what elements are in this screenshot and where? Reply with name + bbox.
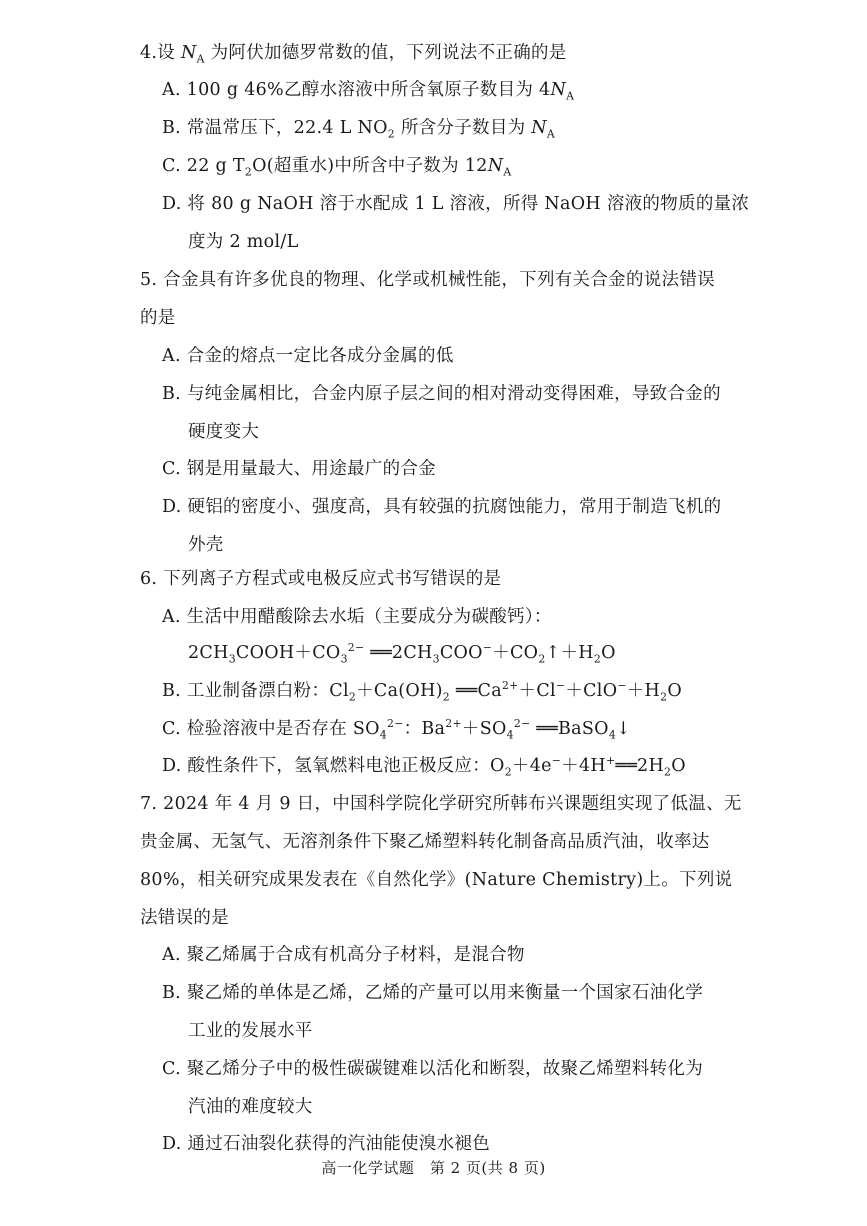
text-line: B. 聚乙烯的单体是乙烯，乙烯的产量可以用来衡量一个国家石油化学 bbox=[162, 983, 704, 1003]
text-line: 80%，相关研究成果发表在《自然化学》(Nature Chemistry)上。下列说 bbox=[140, 870, 733, 890]
text-line: 外壳 bbox=[188, 535, 224, 555]
text-line: $2CH_3COOH+CO_3^{2-}$ $══2CH_3COO^-+CO_2↑+H_2O$ bbox=[188, 641, 616, 666]
text-line: A. 合金的熔点一定比各成分金属的低 bbox=[162, 346, 454, 366]
text-line: 汽油的难度较大 bbox=[188, 1097, 313, 1117]
text-line: C. 聚乙烯分子中的极性碳碳键难以活化和断裂，故聚乙烯塑料转化为 bbox=[162, 1059, 703, 1079]
text-line: 法错误的是 bbox=[140, 908, 229, 928]
text-line: D. 硬铝的密度小、强度高，具有较强的抗腐蚀能力，常用于制造飞机的 bbox=[162, 497, 722, 517]
text-line: D. 通过石油裂化获得的汽油能使溴水褪色 bbox=[162, 1134, 491, 1154]
text-line: 4.设 $N_A$ 为阿伏加德罗常数的值，下列说法不正确的是 bbox=[140, 43, 567, 66]
text-line: D. 酸性条件下，氢氧燃料电池正极反应：$O_2+4e^-+4H^+══2H_2O$ bbox=[162, 754, 686, 779]
text-line: 的是 bbox=[140, 308, 176, 328]
text-line: D. 将 80 g NaOH 溶于水配成 1 L 溶液，所得 NaOH 溶液的物质的量浓 bbox=[162, 194, 750, 214]
text-line: B. 常温常压下，22.4 L $NO_2$ 所含分子数目为 $N_A$ bbox=[162, 118, 556, 141]
text-line: C. 检验溶液中是否存在 $SO_4^{2-}$：$Ba^{2+}+SO_4^{2-}$ ══BaSO$_4$↓ bbox=[162, 717, 631, 742]
text-line: 5. 合金具有许多优良的物理、化学或机械性能，下列有关合金的说法错误 bbox=[140, 270, 715, 290]
text-line: 工业的发展水平 bbox=[188, 1021, 313, 1041]
text-line: C. 22 g $T_2O$(超重水)中所含中子数为 $12N_A$ bbox=[162, 156, 512, 179]
text-line: B. 工业制备漂白粉：$Cl_2+Ca(OH)_2$ $══Ca^{2+}+Cl^-+ClO^-+H_2O$ bbox=[162, 679, 682, 704]
page-footer: 高一化学试题 第 2 页(共 8 页) bbox=[321, 1159, 546, 1177]
text-line: 6. 下列离子方程式或电极反应式书写错误的是 bbox=[140, 569, 502, 589]
text-line: 7. 2024 年 4 月 9 日，中国科学院化学研究所韩布兴课题组实现了低温、无 bbox=[140, 794, 742, 814]
text-line: A. 生活中用醋酸除去水垢（主要成分为碳酸钙）： bbox=[162, 607, 552, 627]
text-line: 贵金属、无氢气、无溶剂条件下聚乙烯塑料转化制备高品质汽油，收率达 bbox=[140, 832, 710, 852]
text-line: 硬度变大 bbox=[188, 422, 260, 442]
text-line: C. 钢是用量最大、用途最广的合金 bbox=[162, 459, 436, 479]
text-line: A. 聚乙烯属于合成有机高分子材料，是混合物 bbox=[162, 945, 525, 965]
text-line: 度为 2 mol/L bbox=[188, 232, 299, 252]
text-line: B. 与纯金属相比，合金内原子层之间的相对滑动变得困难，导致合金的 bbox=[162, 384, 721, 404]
text-line: A. 100 g 46%乙醇水溶液中所含氧原子数目为 $4N_A$ bbox=[162, 80, 575, 103]
